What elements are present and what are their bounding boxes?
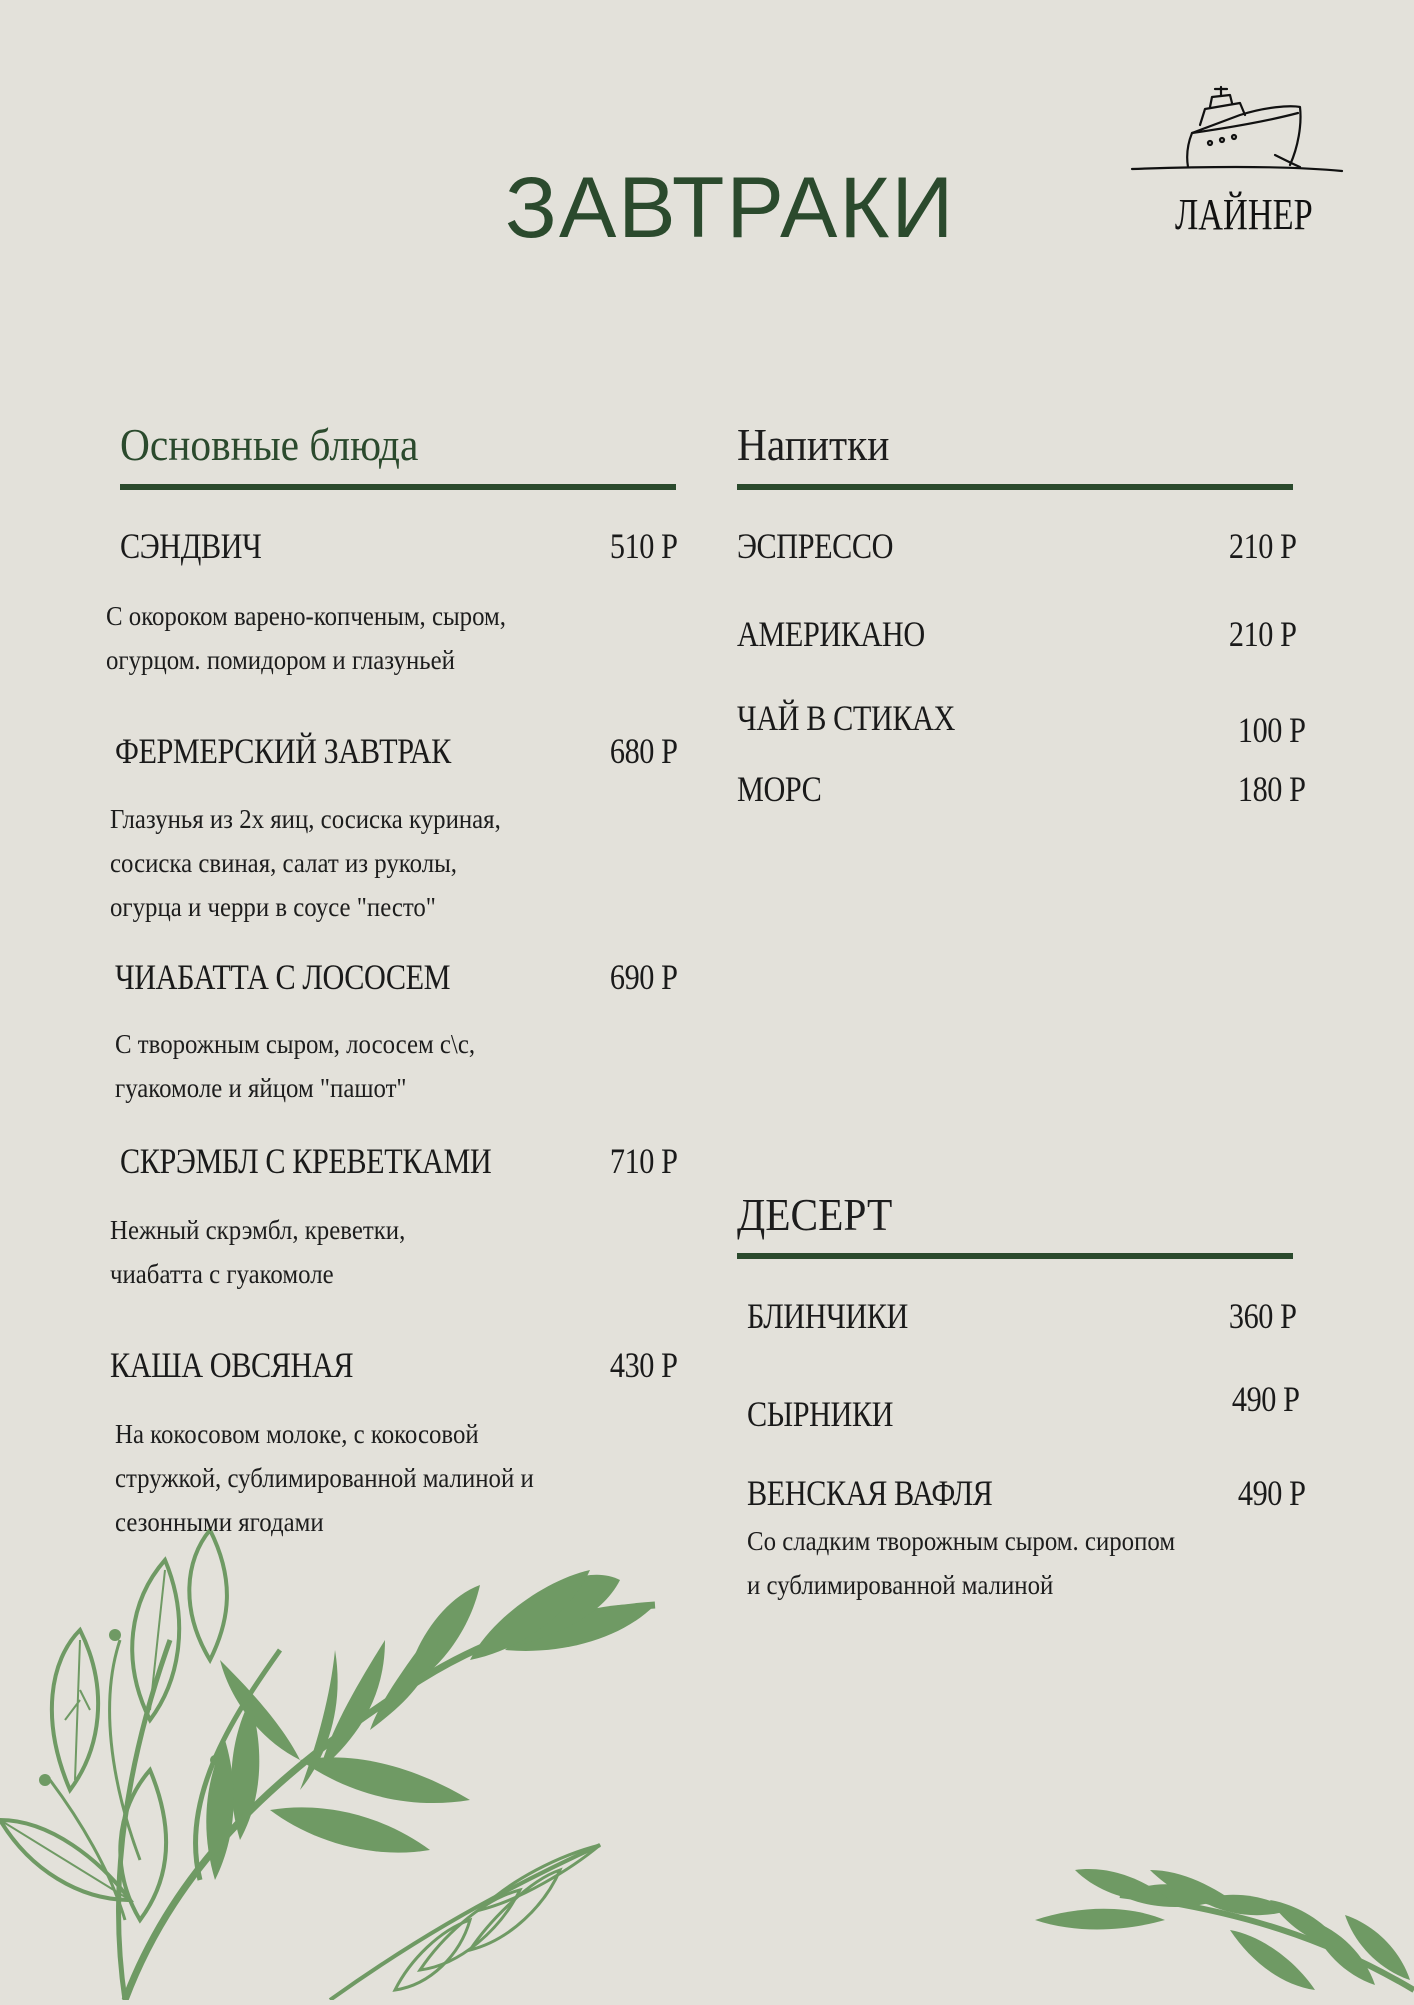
menu-item-price: 680 Р xyxy=(610,731,678,771)
ship-icon xyxy=(1130,85,1345,185)
menu-item-name: БЛИНЧИКИ xyxy=(747,1296,908,1336)
menu-item-name: АМЕРИКАНО xyxy=(737,614,925,654)
section-title-dessert: ДЕСЕРТ xyxy=(737,1189,893,1240)
menu-item-description: На кокосовом молоке, с кокосовой стружкой, сублимированной малиной и сезонными ягодами xyxy=(115,1419,534,1537)
menu-item-price: 490 Р xyxy=(1238,1473,1306,1513)
menu-item-description: С окороком варено-копченым, сыром, огурцом. помидором и глазуньей xyxy=(106,601,506,675)
section-divider xyxy=(737,484,1293,490)
page-title: ЗАВТРАКИ xyxy=(505,160,956,256)
menu-item-price: 510 Р xyxy=(610,526,678,566)
menu-item-name: СЫРНИКИ xyxy=(747,1394,894,1434)
menu-item-name: ФЕРМЕРСКИЙ ЗАВТРАК xyxy=(115,731,451,771)
section-divider xyxy=(737,1253,1293,1259)
section-title-main-dishes: Основные блюда xyxy=(120,419,419,470)
menu-item-name: ЭСПРЕССО xyxy=(737,526,894,566)
menu-item-price: 490 Р xyxy=(1232,1379,1300,1419)
brand-name: ЛАЙНЕР xyxy=(1175,190,1313,239)
menu-item-price: 210 Р xyxy=(1229,614,1297,654)
menu-item-description: Глазунья из 2х яиц, сосиска куриная, сосиска свиная, салат из руколы, огурца и черри в соусе "песто" xyxy=(110,804,501,922)
menu-item-description: Нежный скрэмбл, креветки, чиабатта с гуакомоле xyxy=(110,1215,406,1289)
menu-item-name: СЭНДВИЧ xyxy=(120,526,262,566)
menu-item-name: ЧАЙ В СТИКАХ xyxy=(737,698,955,738)
menu-item-price: 180 Р xyxy=(1238,769,1306,809)
menu-item-price: 210 Р xyxy=(1229,526,1297,566)
menu-item-name: ВЕНСКАЯ ВАФЛЯ xyxy=(747,1473,993,1513)
menu-item-price: 360 Р xyxy=(1229,1296,1297,1336)
section-title-drinks: Напитки xyxy=(737,419,890,470)
menu-item-name: СКРЭМБЛ С КРЕВЕТКАМИ xyxy=(120,1141,492,1181)
brand-logo xyxy=(1130,85,1345,245)
menu-item-name: МОРС xyxy=(737,769,822,809)
menu-item-price: 690 Р xyxy=(610,957,678,997)
menu-item-name: КАША ОВСЯНАЯ xyxy=(110,1345,354,1385)
menu-item-description: Со сладким творожным сыром. сиропом и сублимированной малиной xyxy=(747,1526,1176,1600)
menu-item-description: С творожным сыром, лососем с\с, гуакомоле и яйцом "пашот" xyxy=(115,1029,476,1103)
menu-item-price: 430 Р xyxy=(610,1345,678,1385)
menu-item-price: 710 Р xyxy=(610,1141,678,1181)
section-divider xyxy=(120,484,676,490)
menu-item-price: 100 Р xyxy=(1238,710,1306,750)
menu-item-name: ЧИАБАТТА С ЛОСОСЕМ xyxy=(115,957,451,997)
